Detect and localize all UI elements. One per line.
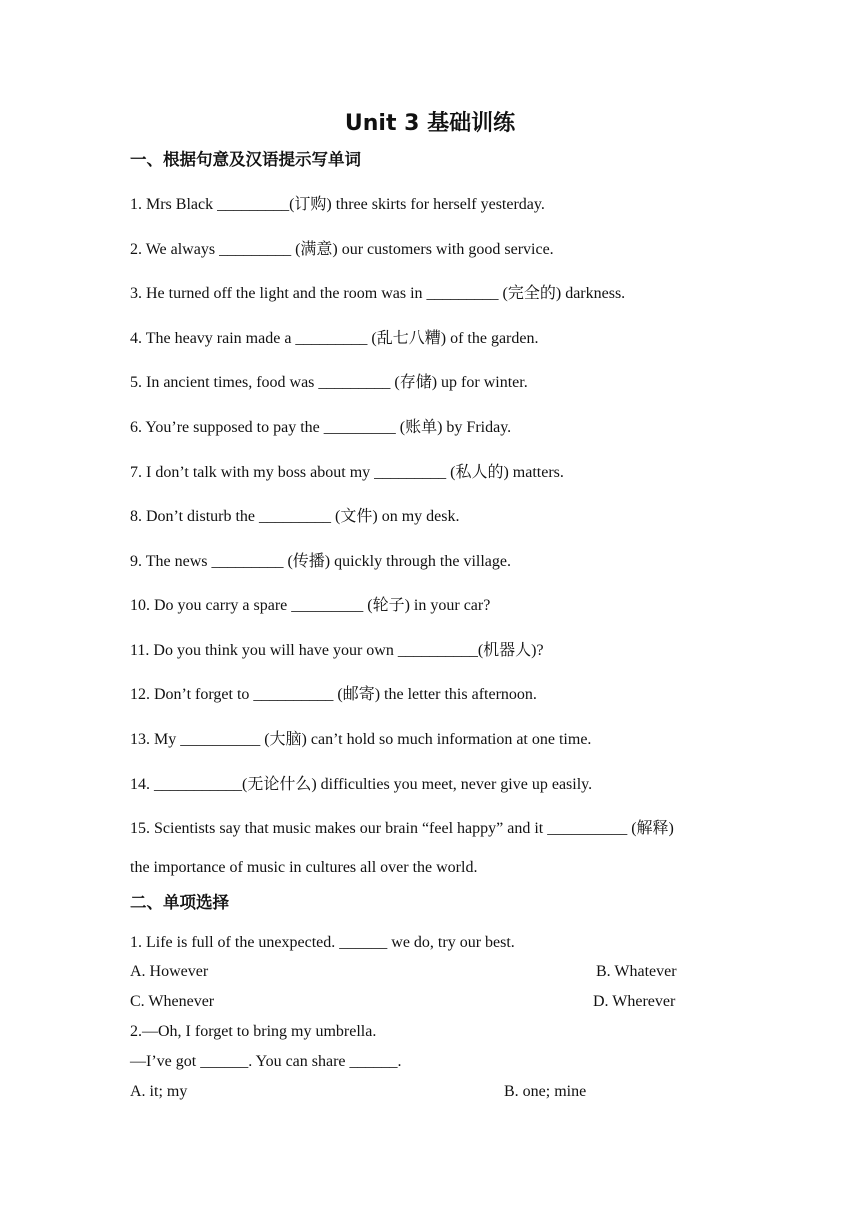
section-1-heading: 一、根据句意及汉语提示写单词 [130, 150, 361, 169]
choice-question-2-reply: —I’ve got ______. You can share ______. [130, 1053, 402, 1070]
choice-2-option-a: A. it; my [130, 1083, 188, 1100]
fill-in-item-10: 10. Do you carry a spare _________ (轮子) in your car? [130, 597, 491, 614]
fill-in-item-7: 7. I don’t talk with my boss about my _________ (私人的) matters. [130, 464, 564, 481]
choice-2-option-b: B. one; mine [504, 1083, 587, 1100]
fill-in-item-13: 13. My __________ (大脑) can’t hold so much information at one time. [130, 731, 592, 748]
fill-in-item-5: 5. In ancient times, food was _________ (存储) up for winter. [130, 374, 528, 391]
section-2-heading: 二、单项选择 [130, 893, 229, 912]
choice-1-option-a: A. However [130, 963, 209, 980]
fill-in-item-8: 8. Don’t disturb the _________ (文件) on my desk. [130, 508, 460, 525]
choice-1-option-d: D. Wherever [593, 993, 676, 1010]
fill-in-item-3: 3. He turned off the light and the room was in _________ (完全的) darkness. [130, 285, 626, 302]
fill-in-item-11: 11. Do you think you will have your own __________(机器人)? [130, 642, 544, 659]
choice-1-option-c: C. Whenever [130, 993, 215, 1010]
fill-in-item-15: 15. Scientists say that music makes our brain “feel happy” and it __________ (解释) [130, 820, 674, 837]
page-title: Unit 3 基础训练 [344, 111, 516, 136]
fill-in-item-14: 14. ___________(无论什么) difficulties you meet, never give up easily. [130, 776, 593, 793]
choice-question-1: 1. Life is full of the unexpected. ______ we do, try our best. [130, 934, 515, 951]
choice-1-option-b: B. Whatever [596, 963, 677, 980]
fill-in-item-15-continued: the importance of music in cultures all over the world. [130, 859, 478, 876]
fill-in-item-1: 1. Mrs Black _________(订购) three skirts for herself yesterday. [130, 196, 545, 213]
choice-question-2: 2.—Oh, I forget to bring my umbrella. [130, 1023, 377, 1040]
fill-in-item-9: 9. The news _________ (传播) quickly through the village. [130, 553, 511, 570]
fill-in-item-12: 12. Don’t forget to __________ (邮寄) the letter this afternoon. [130, 686, 537, 703]
fill-in-item-6: 6. You’re supposed to pay the _________ (账单) by Friday. [130, 419, 512, 436]
fill-in-item-2: 2. We always _________ (满意) our customers with good service. [130, 241, 554, 258]
fill-in-item-4: 4. The heavy rain made a _________ (乱七八糟) of the garden. [130, 330, 539, 347]
